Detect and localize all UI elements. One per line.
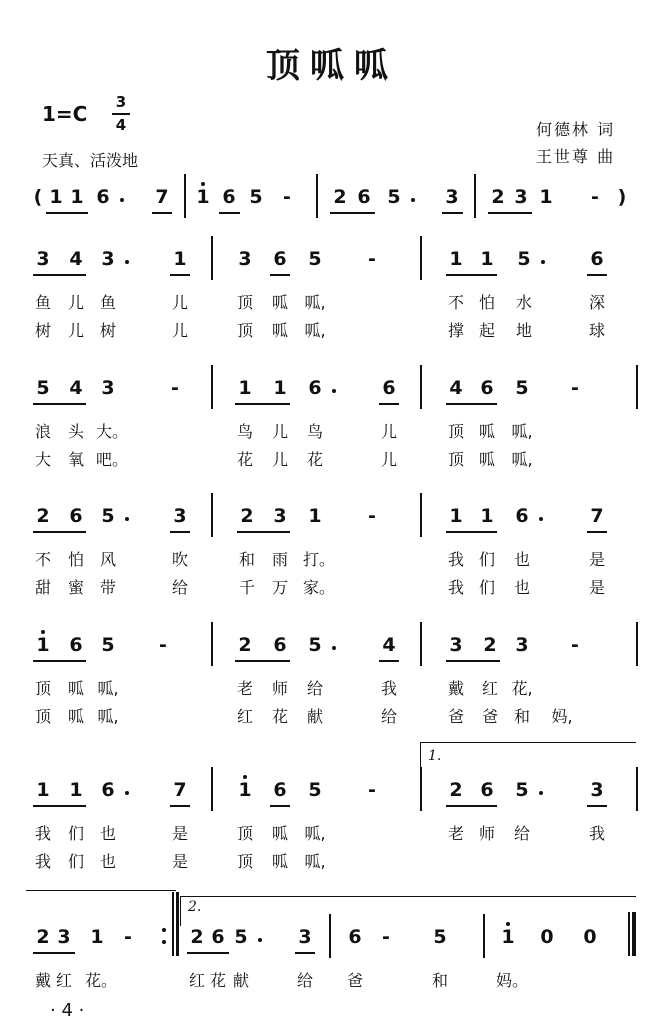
lyric-syllable: 我	[447, 550, 464, 569]
time-signature-divider	[112, 113, 130, 115]
note: 2	[238, 634, 252, 656]
barline	[211, 365, 213, 409]
barline	[474, 174, 476, 218]
lyric-syllable: 戴	[447, 679, 464, 698]
lyric-syllable: 红	[55, 971, 72, 990]
lyric-syllable: 怕	[478, 293, 495, 312]
note: -	[368, 248, 376, 270]
note: -	[591, 186, 599, 208]
lyric-syllable: 花	[271, 707, 288, 726]
lyric-syllable: 呱,	[97, 679, 119, 698]
lyric-syllable: 大。	[96, 422, 129, 441]
note: 1	[449, 248, 463, 270]
note: 6	[222, 186, 236, 208]
note: 6	[69, 634, 83, 656]
lyric-syllable: 我	[34, 824, 51, 843]
lyric-syllable: 师	[478, 824, 495, 843]
lyric-syllable: 红	[481, 679, 498, 698]
note: 3	[515, 634, 529, 656]
note: 6	[273, 779, 287, 801]
lyric-syllable: 呱	[271, 321, 288, 340]
augmentation-dot	[411, 198, 415, 202]
lyric-syllable: 氧	[67, 450, 84, 469]
beam-underline	[488, 212, 532, 214]
composer-credit: 王世尊 曲	[536, 147, 616, 166]
note: 5	[101, 505, 115, 527]
beam-underline	[33, 952, 75, 954]
augmentation-dot	[125, 791, 129, 795]
volta-1-left-line	[420, 742, 421, 772]
barline	[329, 914, 331, 958]
augmentation-dot	[539, 517, 543, 521]
beam-underline	[446, 660, 500, 662]
lyric-syllable: 我	[380, 679, 397, 698]
beam-underline	[219, 212, 240, 214]
lyric-syllable: 带	[99, 578, 116, 597]
barline	[211, 236, 213, 280]
lyric-syllable: 呱	[271, 293, 288, 312]
lyric-syllable: 儿	[171, 293, 188, 312]
note: 0	[583, 926, 597, 948]
note: 5	[308, 779, 322, 801]
note: -	[571, 634, 579, 656]
note: -	[368, 779, 376, 801]
note: 5	[517, 248, 531, 270]
lyric-syllable: 浪	[34, 422, 51, 441]
beam-underline	[587, 274, 607, 276]
note: 2	[449, 779, 463, 801]
lyric-syllable: 呱,	[304, 321, 326, 340]
volta-2-left-line	[180, 896, 181, 926]
note: 5	[249, 186, 263, 208]
note: 6	[273, 634, 287, 656]
note: 5	[36, 377, 50, 399]
note: 2	[491, 186, 505, 208]
note: 6	[480, 779, 494, 801]
lyric-syllable: 红	[236, 707, 253, 726]
lyric-syllable: 顶	[447, 422, 464, 441]
note: (	[33, 186, 43, 208]
lyric-syllable: 也	[99, 824, 116, 843]
lyric-syllable: 呱,	[304, 824, 326, 843]
lyric-syllable: 鸟	[306, 422, 323, 441]
augmentation-dot	[332, 646, 336, 650]
beam-underline	[170, 805, 190, 807]
lyric-syllable: 师	[271, 679, 288, 698]
lyric-syllable: 呱,	[304, 852, 326, 871]
note: 5	[308, 248, 322, 270]
note: 3	[273, 505, 287, 527]
lyric-syllable: 呱	[478, 422, 495, 441]
note: 6	[69, 505, 83, 527]
lyric-syllable: 鸟	[236, 422, 253, 441]
note: 6	[273, 248, 287, 270]
volta-1-number: 1.	[428, 748, 442, 764]
note: 1	[70, 186, 84, 208]
note: -	[124, 926, 132, 948]
barline	[420, 493, 422, 537]
note: 6	[308, 377, 322, 399]
note: 1	[69, 779, 83, 801]
note: 2	[36, 505, 50, 527]
note: 5	[433, 926, 447, 948]
volta-1-top-line	[420, 742, 636, 743]
beam-underline	[33, 805, 86, 807]
note: 1	[480, 505, 494, 527]
lyric-syllable: 们	[67, 852, 84, 871]
lyric-syllable: 给	[306, 679, 323, 698]
note: 1	[191, 186, 215, 208]
note: 5	[515, 779, 529, 801]
beam-underline	[270, 805, 290, 807]
lyric-syllable: 水	[515, 293, 532, 312]
note: 6	[96, 186, 110, 208]
lyric-syllable: 献	[306, 707, 323, 726]
beam-underline	[235, 403, 290, 405]
barline	[636, 622, 638, 666]
lyric-syllable: 也	[513, 550, 530, 569]
note: 6	[357, 186, 371, 208]
note: 5	[515, 377, 529, 399]
lyric-syllable: 给	[513, 824, 530, 843]
lyric-syllable: 花	[306, 450, 323, 469]
lyric-syllable: 顶	[236, 824, 253, 843]
note: 2	[240, 505, 254, 527]
augmentation-dot	[125, 517, 129, 521]
beam-underline	[379, 403, 399, 405]
lyric-syllable: 们	[478, 550, 495, 569]
lyric-syllable: 爸	[481, 707, 498, 726]
lyric-syllable: 雨	[271, 550, 288, 569]
note: 6	[382, 377, 396, 399]
lyric-syllable: 撑	[447, 321, 464, 340]
beam-underline	[446, 531, 497, 533]
lyric-syllable: 和	[431, 971, 448, 990]
lyric-syllable: 花	[209, 971, 226, 990]
lyric-syllable: 是	[171, 824, 188, 843]
lyric-syllable: 们	[67, 824, 84, 843]
lyric-syllable: 顶	[236, 852, 253, 871]
note: 5	[101, 634, 115, 656]
beam-underline	[33, 660, 86, 662]
lyric-syllable: 呱	[67, 679, 84, 698]
high-octave-dot	[41, 630, 45, 634]
note: -	[368, 505, 376, 527]
final-barline-thin	[628, 912, 630, 956]
note: 2	[36, 926, 50, 948]
lyric-syllable: 树	[34, 321, 51, 340]
page-number: · 4 ·	[50, 1000, 85, 1021]
note: 4	[382, 634, 396, 656]
repeat-barline-thick	[176, 892, 179, 956]
repeat-dot-lower	[162, 940, 166, 944]
lyric-syllable: 儿	[380, 450, 397, 469]
note: 1	[496, 926, 520, 948]
note: 1	[233, 779, 257, 801]
augmentation-dot	[541, 260, 545, 264]
lyric-syllable: 是	[588, 550, 605, 569]
beam-underline	[446, 274, 497, 276]
note: 7	[155, 186, 169, 208]
note: 1	[36, 779, 50, 801]
lyric-syllable: 儿	[271, 450, 288, 469]
lyric-syllable: 头	[67, 422, 84, 441]
lyric-syllable: 甜	[34, 578, 51, 597]
augmentation-dot	[332, 389, 336, 393]
note: 3	[173, 505, 187, 527]
lyric-syllable: 地	[515, 321, 532, 340]
beam-underline	[446, 403, 497, 405]
lyric-syllable: 呱,	[511, 450, 533, 469]
beam-underline	[33, 531, 86, 533]
beam-underline	[446, 805, 497, 807]
lyric-syllable: 我	[588, 824, 605, 843]
barline	[211, 767, 213, 811]
note: 3	[57, 926, 71, 948]
beam-underline	[152, 212, 172, 214]
time-signature-bottom: 4	[115, 115, 127, 134]
lyric-syllable: 我	[34, 852, 51, 871]
lyric-syllable: 家。	[303, 578, 336, 597]
lyric-syllable: 我	[447, 578, 464, 597]
repeat-dot-upper	[162, 928, 166, 932]
lyric-syllable: 给	[380, 707, 397, 726]
lyric-syllable: 顶	[34, 707, 51, 726]
note: 4	[69, 377, 83, 399]
volta-2-number: 2.	[188, 899, 202, 915]
lyric-syllable: 儿	[380, 422, 397, 441]
barline	[420, 236, 422, 280]
note: 1	[238, 377, 252, 399]
lyric-syllable: 大	[34, 450, 51, 469]
beam-underline	[33, 403, 86, 405]
lyric-syllable: 千	[238, 578, 255, 597]
note: 6	[480, 377, 494, 399]
lyric-syllable: 顶	[236, 321, 253, 340]
high-octave-dot	[506, 922, 510, 926]
beam-underline	[587, 805, 607, 807]
lyric-syllable: 和	[513, 707, 530, 726]
song-title: 顶呱呱	[266, 46, 398, 86]
barline	[420, 767, 422, 811]
lyric-syllable: 呱,	[511, 422, 533, 441]
lyric-syllable: 蜜	[67, 578, 84, 597]
lyric-syllable: 顶	[447, 450, 464, 469]
beam-underline	[46, 212, 88, 214]
lyric-syllable: 打。	[303, 550, 336, 569]
lyric-syllable: 老	[447, 824, 464, 843]
lyric-syllable: 球	[588, 321, 605, 340]
lyric-syllable: 花。	[85, 971, 118, 990]
barline	[420, 365, 422, 409]
lyric-syllable: 妈。	[496, 971, 529, 990]
note: -	[171, 377, 179, 399]
lyric-syllable: 顶	[34, 679, 51, 698]
augmentation-dot	[125, 260, 129, 264]
lyric-syllable: 给	[171, 578, 188, 597]
lyric-syllable: 儿	[67, 293, 84, 312]
note: )	[617, 186, 627, 208]
note: 1	[31, 634, 55, 656]
lyric-syllable: 儿	[171, 321, 188, 340]
lyricist-credit: 何德林 词	[536, 120, 616, 139]
beam-underline	[33, 274, 86, 276]
barline	[211, 622, 213, 666]
augmentation-dot	[258, 938, 262, 942]
note: 3	[298, 926, 312, 948]
final-barline-thick	[632, 912, 636, 956]
note: 3	[36, 248, 50, 270]
barline	[420, 622, 422, 666]
beam-underline	[235, 660, 290, 662]
barline	[316, 174, 318, 218]
lyric-syllable: 给	[296, 971, 313, 990]
lyric-syllable: 怕	[67, 550, 84, 569]
note: 1	[480, 248, 494, 270]
beam-underline	[330, 212, 375, 214]
lyric-syllable: 呱	[67, 707, 84, 726]
lyric-syllable: 红	[188, 971, 205, 990]
lyric-syllable: 老	[236, 679, 253, 698]
key-signature: 1=C	[42, 102, 88, 126]
lyric-syllable: 呱	[478, 450, 495, 469]
note: -	[283, 186, 291, 208]
note: 1	[173, 248, 187, 270]
lyric-syllable: 也	[99, 852, 116, 871]
lyric-syllable: 献	[232, 971, 249, 990]
time-signature	[112, 94, 130, 134]
note: 3	[238, 248, 252, 270]
note: 6	[211, 926, 225, 948]
note: 2	[333, 186, 347, 208]
repeat-barline-thin	[172, 892, 174, 956]
lyric-syllable: 是	[588, 578, 605, 597]
lyric-syllable: 深	[588, 293, 605, 312]
time-signature-top: 3	[115, 93, 127, 111]
high-octave-dot	[243, 775, 247, 779]
lyric-syllable: 鱼	[34, 293, 51, 312]
lyric-syllable: 爸	[346, 971, 363, 990]
note: 7	[590, 505, 604, 527]
lyric-syllable: 呱,	[304, 293, 326, 312]
beam-underline	[270, 274, 290, 276]
lyric-syllable: 爸	[447, 707, 464, 726]
lyric-syllable: 不	[447, 293, 464, 312]
high-octave-dot	[201, 182, 205, 186]
note: 3	[101, 248, 115, 270]
beam-underline	[170, 531, 190, 533]
lyric-syllable: 儿	[271, 422, 288, 441]
lyric-syllable: 吧。	[96, 450, 129, 469]
lyric-syllable: 呱,	[97, 707, 119, 726]
lyric-syllable: 妈,	[551, 707, 573, 726]
lyric-syllable: 顶	[236, 293, 253, 312]
system-top-line	[26, 890, 176, 891]
barline	[211, 493, 213, 537]
note: 1	[90, 926, 104, 948]
note: 1	[308, 505, 322, 527]
note: 3	[590, 779, 604, 801]
lyric-syllable: 不	[34, 550, 51, 569]
barline	[483, 914, 485, 958]
note: -	[159, 634, 167, 656]
note: 1	[49, 186, 63, 208]
note: 2	[190, 926, 204, 948]
note: 5	[308, 634, 322, 656]
note: 2	[483, 634, 497, 656]
lyric-syllable: 和	[238, 550, 255, 569]
note: 5	[234, 926, 248, 948]
note: 0	[540, 926, 554, 948]
lyric-syllable: 起	[478, 321, 495, 340]
lyric-syllable: 风	[99, 550, 116, 569]
note: 5	[387, 186, 401, 208]
note: 1	[273, 377, 287, 399]
note: -	[571, 377, 579, 399]
beam-underline	[187, 952, 229, 954]
lyric-syllable: 也	[513, 578, 530, 597]
lyric-syllable: 们	[478, 578, 495, 597]
note: 4	[69, 248, 83, 270]
tempo-marking: 天真、活泼地	[42, 151, 139, 170]
lyric-syllable: 万	[271, 578, 288, 597]
volta-2-top-line	[180, 896, 636, 897]
lyric-syllable: 鱼	[99, 293, 116, 312]
beam-underline	[379, 660, 399, 662]
augmentation-dot	[120, 198, 124, 202]
note: 4	[449, 377, 463, 399]
beam-underline	[442, 212, 463, 214]
lyric-syllable: 呱	[271, 824, 288, 843]
note: 7	[173, 779, 187, 801]
lyric-syllable: 树	[99, 321, 116, 340]
lyric-syllable: 花	[236, 450, 253, 469]
barline	[636, 365, 638, 409]
lyric-syllable: 戴	[34, 971, 51, 990]
lyric-syllable: 儿	[67, 321, 84, 340]
beam-underline	[587, 531, 607, 533]
note: 3	[445, 186, 459, 208]
lyric-syllable: 花,	[511, 679, 533, 698]
note: 6	[590, 248, 604, 270]
note: 6	[515, 505, 529, 527]
note: 3	[101, 377, 115, 399]
note: 6	[348, 926, 362, 948]
note: 3	[449, 634, 463, 656]
augmentation-dot	[539, 791, 543, 795]
lyric-syllable: 呱	[271, 852, 288, 871]
barline	[184, 174, 186, 218]
note: -	[382, 926, 390, 948]
note: 6	[101, 779, 115, 801]
lyric-syllable: 是	[171, 852, 188, 871]
barline	[636, 767, 638, 811]
beam-underline	[237, 531, 290, 533]
beam-underline	[295, 952, 315, 954]
note: 3	[514, 186, 528, 208]
lyric-syllable: 吹	[171, 550, 188, 569]
note: 1	[539, 186, 553, 208]
note: 1	[449, 505, 463, 527]
beam-underline	[170, 274, 190, 276]
